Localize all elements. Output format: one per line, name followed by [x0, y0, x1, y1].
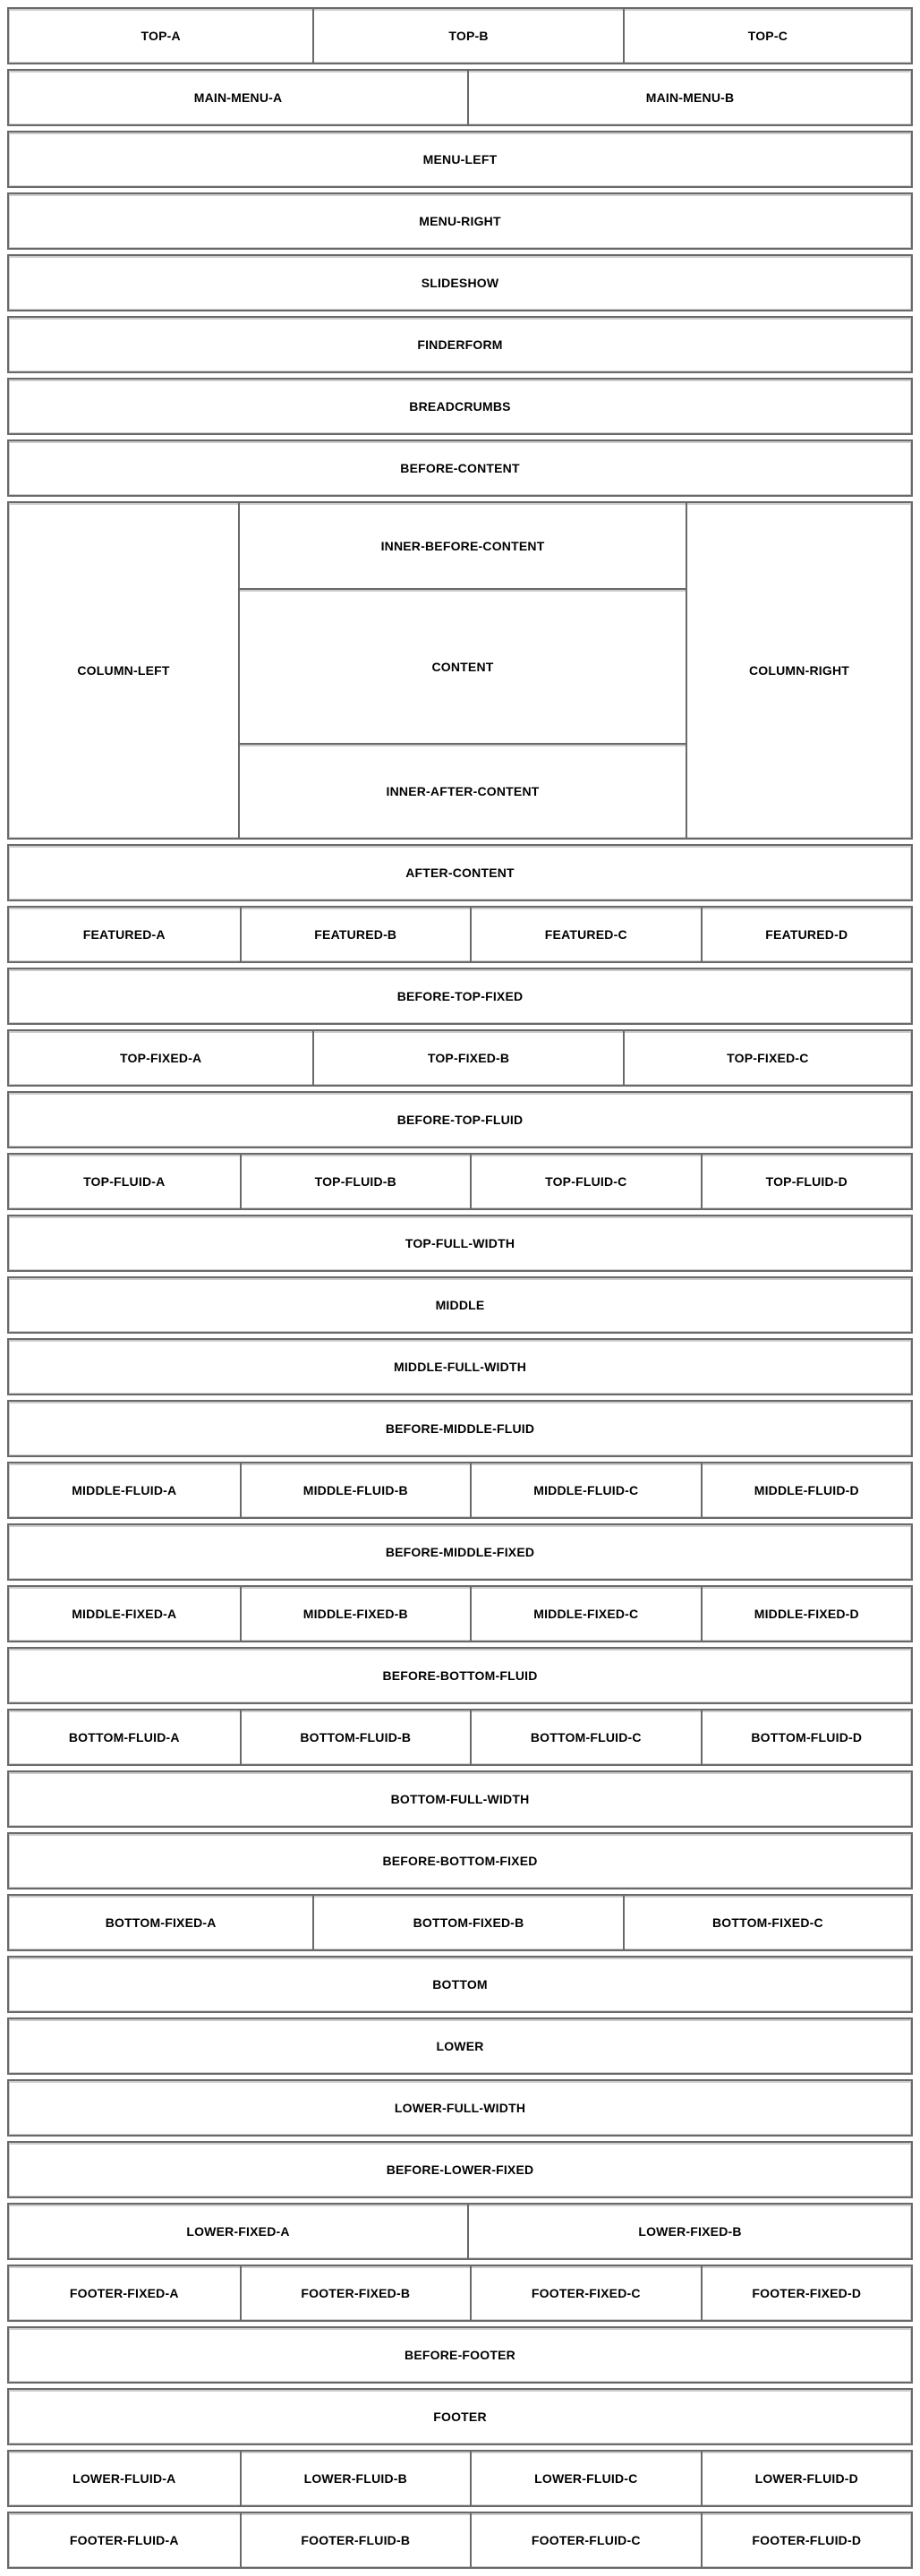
region-lower-fixed-a: LOWER-FIXED-A — [186, 2224, 290, 2239]
region-top-fluid-a: TOP-FLUID-A — [83, 1174, 166, 1189]
region-lower-fluid-c: LOWER-FLUID-C — [470, 2452, 701, 2505]
region-before-footer: BEFORE-FOOTER — [405, 2348, 515, 2362]
region-before-bottom-fluid: BEFORE-BOTTOM-FLUID — [382, 1668, 538, 1683]
layout-row — [7, 69, 913, 126]
layout-row — [7, 906, 913, 963]
region-column-left: COLUMN-LEFT — [77, 663, 170, 678]
region-top-fluid-b: TOP-FLUID-B — [240, 1155, 471, 1208]
layout-row — [7, 131, 913, 188]
region-lower-fluid-d: LOWER-FLUID-D — [701, 2452, 911, 2505]
region-column-right: COLUMN-RIGHT — [686, 503, 911, 838]
region-bottom-fluid-c: BOTTOM-FLUID-C — [470, 1710, 701, 1764]
region-featured-d: FEATURED-D — [701, 908, 911, 961]
region-finderform: FINDERFORM — [417, 337, 503, 352]
layout-row — [7, 2203, 913, 2260]
layout-row — [7, 378, 913, 435]
layout-row — [7, 501, 913, 840]
region-inner-after-content: INNER-AFTER-CONTENT — [240, 743, 686, 838]
layout-row — [7, 1523, 913, 1581]
layout-row — [7, 2326, 913, 2384]
layout-row — [7, 1647, 913, 1704]
region-before-top-fluid: BEFORE-TOP-FLUID — [396, 1113, 524, 1127]
region-bottom-full-width: BOTTOM-FULL-WIDTH — [390, 1792, 530, 1806]
region-footer-fluid-c: FOOTER-FLUID-C — [470, 2513, 701, 2567]
region-lower: LOWER — [436, 2039, 484, 2053]
region-main-menu-a: MAIN-MENU-A — [193, 90, 283, 105]
layout-row — [7, 1585, 913, 1642]
region-top-fixed-a: TOP-FIXED-A — [119, 1051, 202, 1065]
layout-regions-preview — [7, 7, 913, 2569]
layout-row — [7, 1276, 913, 1334]
layout-row — [7, 2265, 913, 2322]
region-after-content: AFTER-CONTENT — [405, 866, 515, 880]
region-middle-fixed-a: MIDDLE-FIXED-A — [72, 1607, 177, 1621]
region-lower-full-width: LOWER-FULL-WIDTH — [394, 2101, 526, 2115]
layout-row — [7, 2079, 913, 2137]
region-top-fixed-b: TOP-FIXED-B — [312, 1031, 622, 1085]
region-middle: MIDDLE — [435, 1298, 485, 1312]
region-footer-fixed-c: FOOTER-FIXED-C — [470, 2266, 701, 2320]
region-lower-fluid-a: LOWER-FLUID-A — [72, 2471, 176, 2486]
region-breadcrumbs: BREADCRUMBS — [409, 399, 511, 414]
region-middle-fixed-b: MIDDLE-FIXED-B — [240, 1587, 471, 1641]
region-bottom-fixed-b: BOTTOM-FIXED-B — [312, 1896, 622, 1949]
region-footer-fluid-a: FOOTER-FLUID-A — [69, 2533, 179, 2547]
layout-row — [7, 1215, 913, 1272]
region-bottom-fluid-b: BOTTOM-FLUID-B — [240, 1710, 471, 1764]
region-inner-before-content: INNER-BEFORE-CONTENT — [380, 538, 545, 553]
layout-row — [7, 968, 913, 1025]
region-footer: FOOTER — [433, 2410, 487, 2424]
region-content: CONTENT — [240, 588, 686, 743]
region-middle-fluid-d: MIDDLE-FLUID-D — [701, 1463, 911, 1517]
region-before-middle-fixed: BEFORE-MIDDLE-FIXED — [385, 1545, 535, 1559]
region-middle-fluid-a: MIDDLE-FLUID-A — [72, 1483, 177, 1497]
layout-row — [7, 1091, 913, 1148]
layout-row — [7, 192, 913, 250]
region-middle-fixed-d: MIDDLE-FIXED-D — [701, 1587, 911, 1641]
layout-row — [7, 1029, 913, 1087]
region-bottom-fluid-d: BOTTOM-FLUID-D — [701, 1710, 911, 1764]
layout-row — [7, 1832, 913, 1889]
region-middle-fixed-c: MIDDLE-FIXED-C — [470, 1587, 701, 1641]
region-menu-left: MENU-LEFT — [422, 152, 498, 166]
region-top-full-width: TOP-FULL-WIDTH — [405, 1236, 515, 1250]
region-lower-fixed-b: LOWER-FIXED-B — [467, 2205, 911, 2258]
layout-row — [7, 316, 913, 373]
layout-row — [7, 1153, 913, 1210]
layout-row — [7, 2450, 913, 2507]
layout-row — [7, 254, 913, 311]
layout-row — [7, 439, 913, 497]
layout-row — [7, 1462, 913, 1519]
region-footer-fluid-d: FOOTER-FLUID-D — [701, 2513, 911, 2567]
region-lower-fluid-b: LOWER-FLUID-B — [240, 2452, 471, 2505]
region-menu-right: MENU-RIGHT — [419, 214, 501, 228]
region-before-content: BEFORE-CONTENT — [400, 461, 520, 475]
layout-row — [7, 1894, 913, 1951]
layout-row — [7, 2141, 913, 2198]
layout-row — [7, 2388, 913, 2445]
region-middle-fluid-c: MIDDLE-FLUID-C — [470, 1463, 701, 1517]
region-bottom-fluid-a: BOTTOM-FLUID-A — [68, 1730, 180, 1744]
region-slideshow: SLIDESHOW — [421, 276, 499, 290]
region-featured-b: FEATURED-B — [240, 908, 471, 961]
region-before-middle-fluid: BEFORE-MIDDLE-FLUID — [385, 1421, 535, 1436]
region-before-lower-fixed: BEFORE-LOWER-FIXED — [386, 2162, 534, 2177]
region-footer-fixed-d: FOOTER-FIXED-D — [701, 2266, 911, 2320]
region-footer-fixed-b: FOOTER-FIXED-B — [240, 2266, 471, 2320]
region-top-b: TOP-B — [312, 9, 622, 63]
region-bottom-fixed-c: BOTTOM-FIXED-C — [623, 1896, 911, 1949]
content-column — [238, 503, 686, 838]
layout-row — [7, 2017, 913, 2075]
region-before-top-fixed: BEFORE-TOP-FIXED — [396, 989, 524, 1003]
layout-row — [7, 1770, 913, 1828]
region-footer-fixed-a: FOOTER-FIXED-A — [69, 2286, 179, 2300]
region-middle-full-width: MIDDLE-FULL-WIDTH — [393, 1360, 527, 1374]
layout-row — [7, 1400, 913, 1457]
region-top-fluid-c: TOP-FLUID-C — [470, 1155, 701, 1208]
region-top-fluid-d: TOP-FLUID-D — [701, 1155, 911, 1208]
region-featured-a: FEATURED-A — [82, 927, 166, 942]
region-before-bottom-fixed: BEFORE-BOTTOM-FIXED — [382, 1854, 538, 1868]
region-top-c: TOP-C — [623, 9, 911, 63]
region-bottom: BOTTOM — [432, 1977, 488, 1992]
layout-row — [7, 1956, 913, 2013]
layout-row — [7, 1709, 913, 1766]
region-middle-fluid-b: MIDDLE-FLUID-B — [240, 1463, 471, 1517]
layout-row — [7, 1338, 913, 1395]
region-top-a: TOP-A — [141, 29, 181, 43]
layout-row — [7, 7, 913, 64]
layout-row — [7, 844, 913, 901]
layout-row — [7, 2512, 913, 2569]
region-footer-fluid-b: FOOTER-FLUID-B — [240, 2513, 471, 2567]
region-bottom-fixed-a: BOTTOM-FIXED-A — [105, 1915, 217, 1930]
region-main-menu-b: MAIN-MENU-B — [467, 71, 911, 124]
region-featured-c: FEATURED-C — [470, 908, 701, 961]
region-top-fixed-c: TOP-FIXED-C — [623, 1031, 911, 1085]
